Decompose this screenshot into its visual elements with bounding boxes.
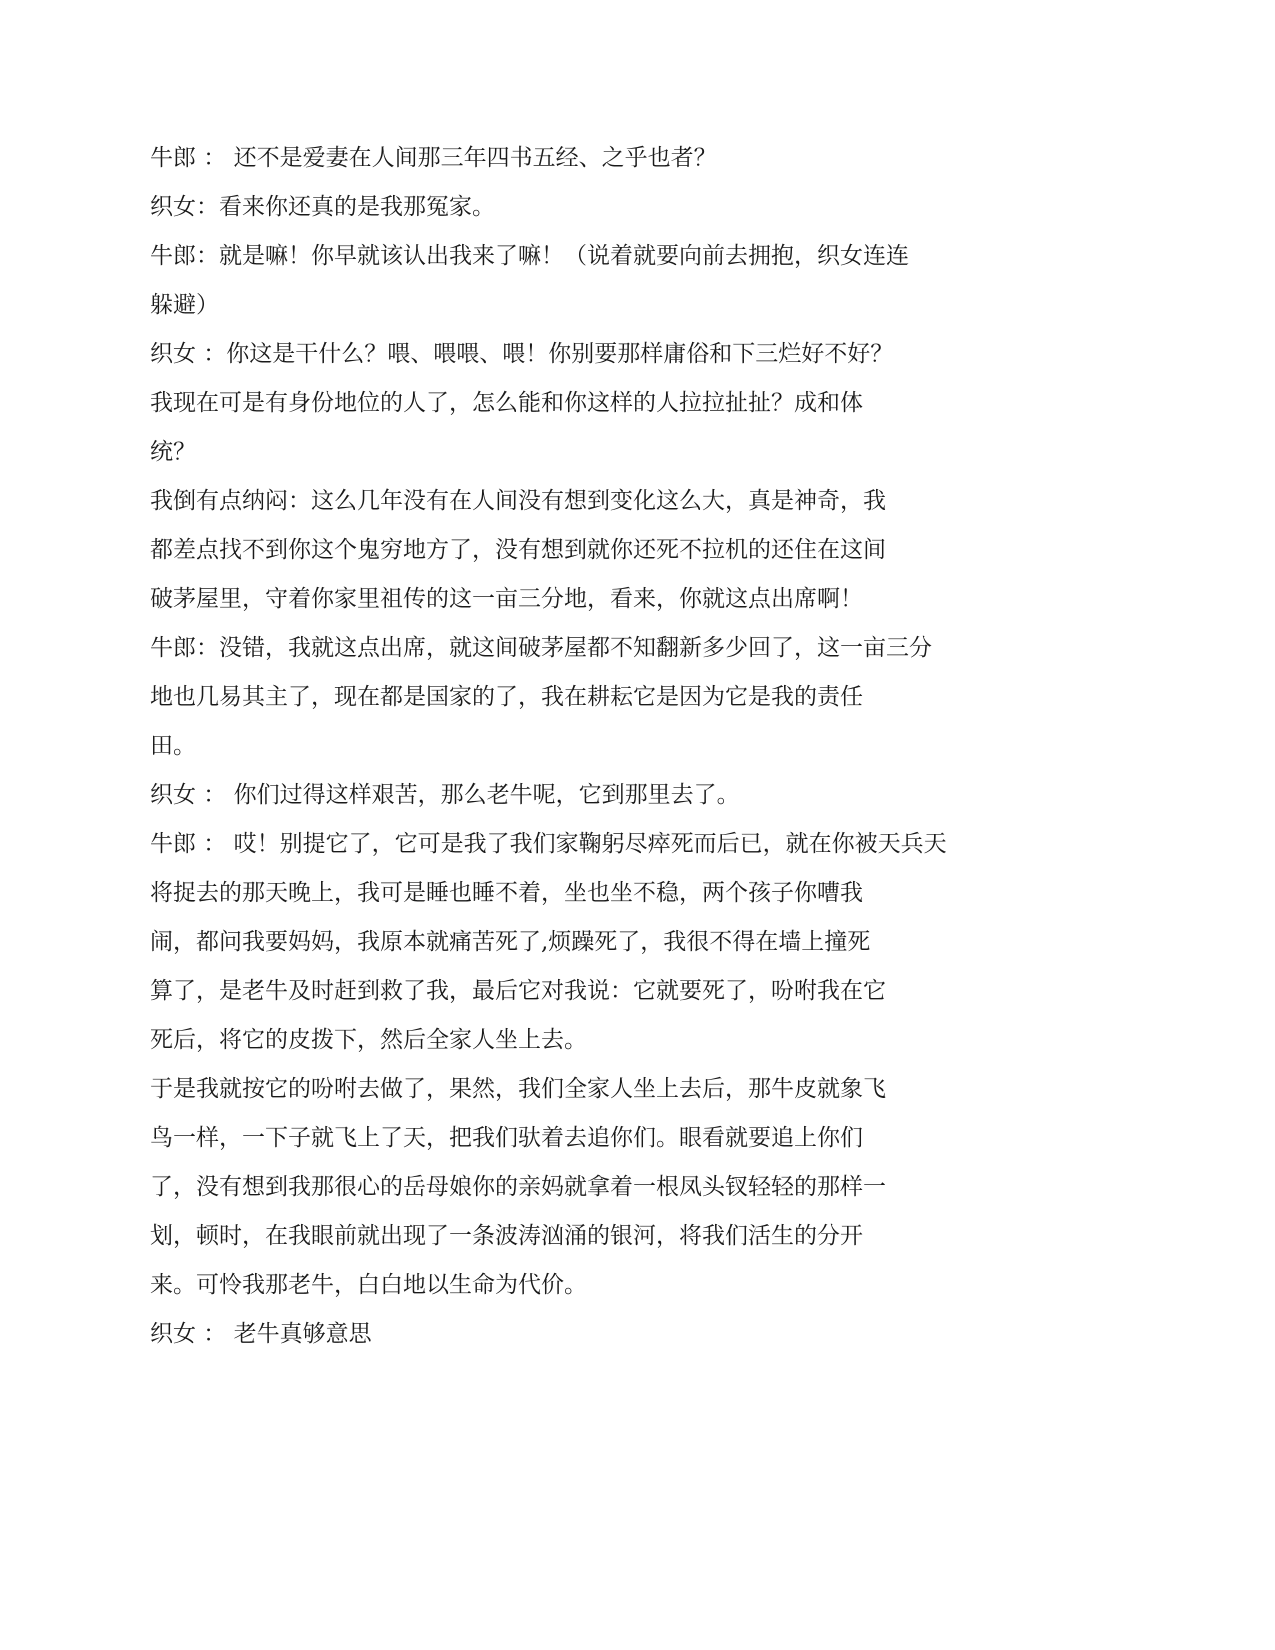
- text-line: 鸟一样，一下子就飞上了天，把我们驮着去追你们。眼看就要追上你们: [150, 1125, 863, 1151]
- text-line: 田。: [150, 733, 196, 759]
- text-line: 我现在可是有身份地位的人了，怎么能和你这样的人拉拉扯扯？成和体: [150, 390, 863, 416]
- text-line: 于是我就按它的吩咐去做了，果然，我们全家人坐上去后，那牛皮就象飞: [150, 1076, 886, 1102]
- text-line: 地也几易其主了，现在都是国家的了，我在耕耘它是因为它是我的责任: [150, 684, 863, 710]
- text-line: 破茅屋里，守着你家里祖传的这一亩三分地，看来，你就这点出席啊！: [150, 586, 863, 612]
- text-line: 我倒有点纳闷：这么几年没有在人间没有想到变化这么大，真是神奇，我: [150, 488, 886, 514]
- text-line: 算了，是老牛及时赶到救了我，最后它对我说：它就要死了，吩咐我在它: [150, 978, 886, 1004]
- text-line: 统？: [150, 439, 196, 465]
- text-line: 来。可怜我那老牛，白白地以生命为代价。: [150, 1272, 587, 1298]
- text-line: 都差点找不到你这个鬼穷地方了，没有想到就你还死不拉机的还住在这间: [150, 537, 886, 563]
- text-line: 织女：看来你还真的是我那冤家。: [150, 194, 495, 220]
- text-line: 牛郎 ： 还不是爱妻在人间那三年四书五经、之乎也者？: [150, 145, 717, 171]
- text-line: 牛郎 ： 哎！别提它了，它可是我了我们家鞠躬尽瘁死而后已，就在你被天兵天: [150, 831, 947, 857]
- text-line: 织女 ： 你们过得这样艰苦，那么老牛呢，它到那里去了。: [150, 782, 740, 808]
- text-line: 织女 ： 老牛真够意思: [150, 1321, 372, 1347]
- text-line: 将捉去的那天晚上，我可是睡也睡不着，坐也坐不稳，两个孩子你嘈我: [150, 880, 863, 906]
- text-line: 牛郎：没错，我就这点出席，就这间破茅屋都不知翻新多少回了，这一亩三分: [150, 635, 932, 661]
- text-line: 躲避）: [150, 292, 219, 318]
- text-line: 划，顿时，在我眼前就出现了一条波涛汹涌的银河，将我们活生的分开: [150, 1223, 863, 1249]
- text-line: 了，没有想到我那很心的岳母娘你的亲妈就拿着一根凤头钗轻轻的那样一: [150, 1174, 886, 1200]
- text-line: 闹，都问我要妈妈，我原本就痛苦死了,烦躁死了，我很不得在墙上撞死: [150, 929, 871, 955]
- text-line: 死后，将它的皮拨下，然后全家人坐上去。: [150, 1027, 587, 1053]
- text-line: 牛郎：就是嘛！你早就该认出我来了嘛！（说着就要向前去拥抱，织女连连: [150, 243, 909, 269]
- text-line: 织女 ：你这是干什么？喂、喂喂、喂！你别要那样庸俗和下三烂好不好？: [150, 341, 894, 367]
